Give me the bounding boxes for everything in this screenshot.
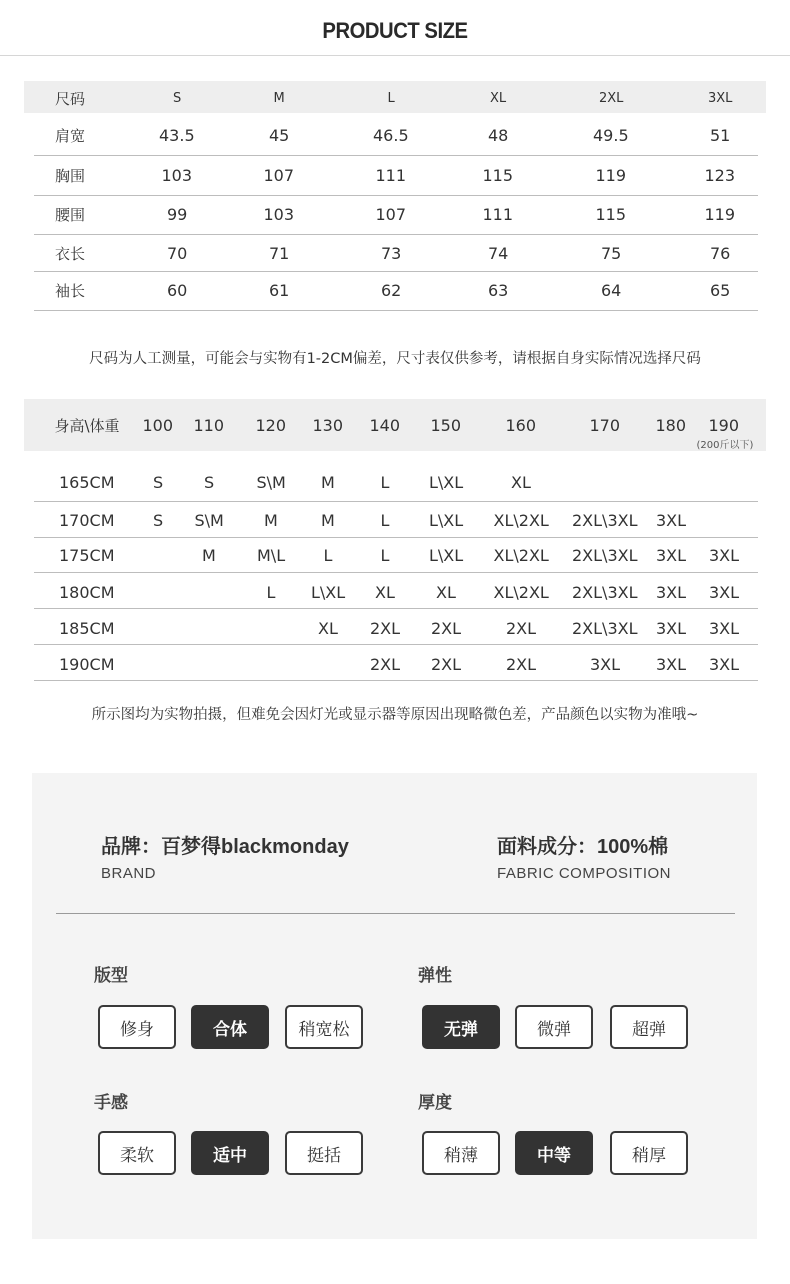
attribute-chip-selected: 合体 <box>191 1005 269 1049</box>
fit-row-label: 180CM <box>59 582 115 602</box>
size-row-label: 衣长 <box>55 244 86 263</box>
fit-value-cell: L <box>323 545 333 565</box>
fit-value-cell: L\XL <box>311 582 346 602</box>
size-value-cell: 111 <box>375 165 407 185</box>
fit-value-cell: XL\2XL <box>493 545 549 565</box>
fit-value-cell: XL\2XL <box>493 582 549 602</box>
size-value-cell: 73 <box>381 243 402 263</box>
attribute-chip: 稍薄 <box>422 1131 500 1175</box>
fit-value-cell: XL <box>375 582 395 602</box>
attribute-chip-selected: 无弹 <box>422 1005 500 1049</box>
fit-header-cell: 190 <box>708 415 740 435</box>
size-header-cell: M <box>273 90 285 106</box>
attribute-group-title: 厚度 <box>418 1093 452 1113</box>
fit-header-cell: 150 <box>430 415 462 435</box>
fit-row-divider <box>34 680 758 681</box>
fit-value-cell: S <box>153 510 164 530</box>
size-value-cell: 49.5 <box>593 125 629 145</box>
fit-value-cell: M <box>202 545 216 565</box>
fit-value-cell: XL <box>318 618 338 638</box>
size-value-cell: 115 <box>595 204 627 224</box>
fit-row-label: 165CM <box>59 472 115 492</box>
fit-value-cell: 2XL <box>370 618 401 638</box>
fit-value-cell: 2XL <box>506 654 537 674</box>
attribute-group-title: 手感 <box>94 1093 128 1113</box>
fit-row-divider <box>34 608 758 609</box>
size-table-header-band <box>24 81 766 113</box>
fit-row-divider <box>34 537 758 538</box>
size-value-cell: 123 <box>704 165 736 185</box>
attribute-chip-selected: 适中 <box>191 1131 269 1175</box>
fit-value-cell: XL <box>511 472 531 492</box>
fit-value-cell: 3XL <box>656 510 687 530</box>
size-value-cell: 103 <box>161 165 193 185</box>
fit-value-cell: S\M <box>194 510 224 530</box>
fit-row-label: 175CM <box>59 545 115 565</box>
fit-row-label: 170CM <box>59 510 115 530</box>
attribute-chip: 超弹 <box>610 1005 688 1049</box>
size-value-cell: 115 <box>482 165 514 185</box>
title-divider <box>0 55 790 56</box>
size-row-divider <box>34 310 758 311</box>
size-value-cell: 61 <box>269 280 290 300</box>
size-header-cell: XL <box>490 90 507 106</box>
size-header-cell: 3XL <box>708 90 733 106</box>
size-value-cell: 62 <box>381 280 402 300</box>
fit-row-divider <box>34 501 758 502</box>
fit-value-cell: 2XL <box>431 654 462 674</box>
fit-header-cell: 170 <box>589 415 621 435</box>
fit-value-cell: M <box>264 510 278 530</box>
fit-header-cell: 100 <box>142 415 174 435</box>
size-header-cell: L <box>387 90 395 106</box>
attribute-chip-selected: 中等 <box>515 1131 593 1175</box>
size-row-divider <box>34 195 758 196</box>
fit-value-cell: L <box>380 510 390 530</box>
fit-value-cell: 3XL <box>709 545 740 565</box>
measurement-note: 尺码为人工测量，可能会与实物有1-2CM偏差，尺寸表仅供参考，请根据自身实际情况选择尺码 <box>89 351 701 367</box>
brand-en-label: BRAND <box>101 865 157 882</box>
fit-value-cell: M <box>321 472 335 492</box>
fit-value-cell: L <box>380 545 390 565</box>
fit-row-label: 185CM <box>59 618 115 638</box>
size-header-cell: 尺码 <box>55 89 86 108</box>
attribute-group-title: 弹性 <box>418 966 452 986</box>
fit-value-cell: 2XL\3XL <box>572 510 638 530</box>
size-value-cell: 119 <box>595 165 627 185</box>
attribute-chip: 微弹 <box>515 1005 593 1049</box>
page-title: PRODUCT SIZE <box>322 18 468 43</box>
fit-value-cell: 2XL <box>506 618 537 638</box>
size-value-cell: 45 <box>269 125 290 145</box>
fit-value-cell: 2XL\3XL <box>572 582 638 602</box>
size-value-cell: 48 <box>488 125 509 145</box>
fit-value-cell: 3XL <box>709 582 740 602</box>
fit-header-cell: 身高\体重 <box>54 416 120 435</box>
color-note: 所示图均为实物拍摄，但难免会因灯光或显示器等原因出现略微色差，产品颜色以实物为准哦~ <box>91 707 699 723</box>
fit-value-cell: XL <box>436 582 456 602</box>
attribute-chip: 稍宽松 <box>285 1005 363 1049</box>
fit-header-cell: 130 <box>312 415 344 435</box>
size-value-cell: 65 <box>710 280 731 300</box>
fit-value-cell: L\XL <box>429 472 464 492</box>
fit-value-cell: M\L <box>257 545 286 565</box>
size-value-cell: 60 <box>167 280 188 300</box>
fit-value-cell: XL\2XL <box>493 510 549 530</box>
attribute-group-title: 版型 <box>94 966 128 986</box>
size-row-label: 肩宽 <box>55 126 86 145</box>
size-value-cell: 46.5 <box>373 125 409 145</box>
fit-value-cell: S <box>204 472 215 492</box>
attribute-chip: 修身 <box>98 1005 176 1049</box>
fit-value-cell: L <box>380 472 390 492</box>
attribute-chip: 稍厚 <box>610 1131 688 1175</box>
fit-value-cell: L\XL <box>429 510 464 530</box>
fit-header-cell: 110 <box>193 415 225 435</box>
size-value-cell: 70 <box>167 243 188 263</box>
fit-header-cell: 140 <box>369 415 401 435</box>
fit-row-divider <box>34 572 758 573</box>
size-value-cell: 51 <box>710 125 731 145</box>
size-header-cell: S <box>173 90 182 106</box>
fit-value-cell: 2XL\3XL <box>572 545 638 565</box>
attribute-chip: 挺括 <box>285 1131 363 1175</box>
size-value-cell: 119 <box>704 204 736 224</box>
size-row-divider <box>34 234 758 235</box>
fit-value-cell: 3XL <box>656 582 687 602</box>
fit-value-cell: 2XL\3XL <box>572 618 638 638</box>
fabric-en-label: FABRIC COMPOSITION <box>497 865 672 882</box>
fit-header-cell: 160 <box>505 415 537 435</box>
size-header-cell: 2XL <box>599 90 624 106</box>
fit-value-cell: 3XL <box>709 618 740 638</box>
size-row-label: 袖长 <box>55 281 86 300</box>
fit-value-cell: L\XL <box>429 545 464 565</box>
fit-row-divider <box>34 644 758 645</box>
fit-value-cell: 3XL <box>656 545 687 565</box>
fit-value-cell: 3XL <box>590 654 621 674</box>
weight-subnote: (200斤以下) <box>696 440 754 451</box>
size-value-cell: 63 <box>488 280 509 300</box>
size-row-label: 胸围 <box>55 166 86 185</box>
size-value-cell: 76 <box>710 243 731 263</box>
size-row-divider <box>34 155 758 156</box>
fit-row-label: 190CM <box>59 654 115 674</box>
brand-label: 品牌：百梦得blackmonday <box>101 836 349 858</box>
size-value-cell: 107 <box>263 165 295 185</box>
fabric-label: 面料成分：100%棉 <box>497 836 669 858</box>
size-value-cell: 99 <box>167 204 188 224</box>
size-row-divider <box>34 271 758 272</box>
fit-header-cell: 120 <box>255 415 287 435</box>
fit-value-cell: 2XL <box>370 654 401 674</box>
fit-value-cell: 3XL <box>709 654 740 674</box>
fit-header-cell: 180 <box>655 415 687 435</box>
fit-value-cell: 2XL <box>431 618 462 638</box>
size-value-cell: 43.5 <box>159 125 195 145</box>
fit-value-cell: S <box>153 472 164 492</box>
fit-value-cell: 3XL <box>656 618 687 638</box>
attribute-chip: 柔软 <box>98 1131 176 1175</box>
size-row-label: 腰围 <box>55 205 86 224</box>
size-value-cell: 71 <box>269 243 290 263</box>
size-value-cell: 75 <box>601 243 622 263</box>
info-divider <box>56 913 735 914</box>
size-value-cell: 64 <box>601 280 622 300</box>
fit-value-cell: L <box>266 582 276 602</box>
size-value-cell: 107 <box>375 204 407 224</box>
size-value-cell: 103 <box>263 204 295 224</box>
size-value-cell: 111 <box>482 204 514 224</box>
size-value-cell: 74 <box>488 243 509 263</box>
fit-value-cell: M <box>321 510 335 530</box>
fit-value-cell: 3XL <box>656 654 687 674</box>
fit-value-cell: S\M <box>256 472 286 492</box>
